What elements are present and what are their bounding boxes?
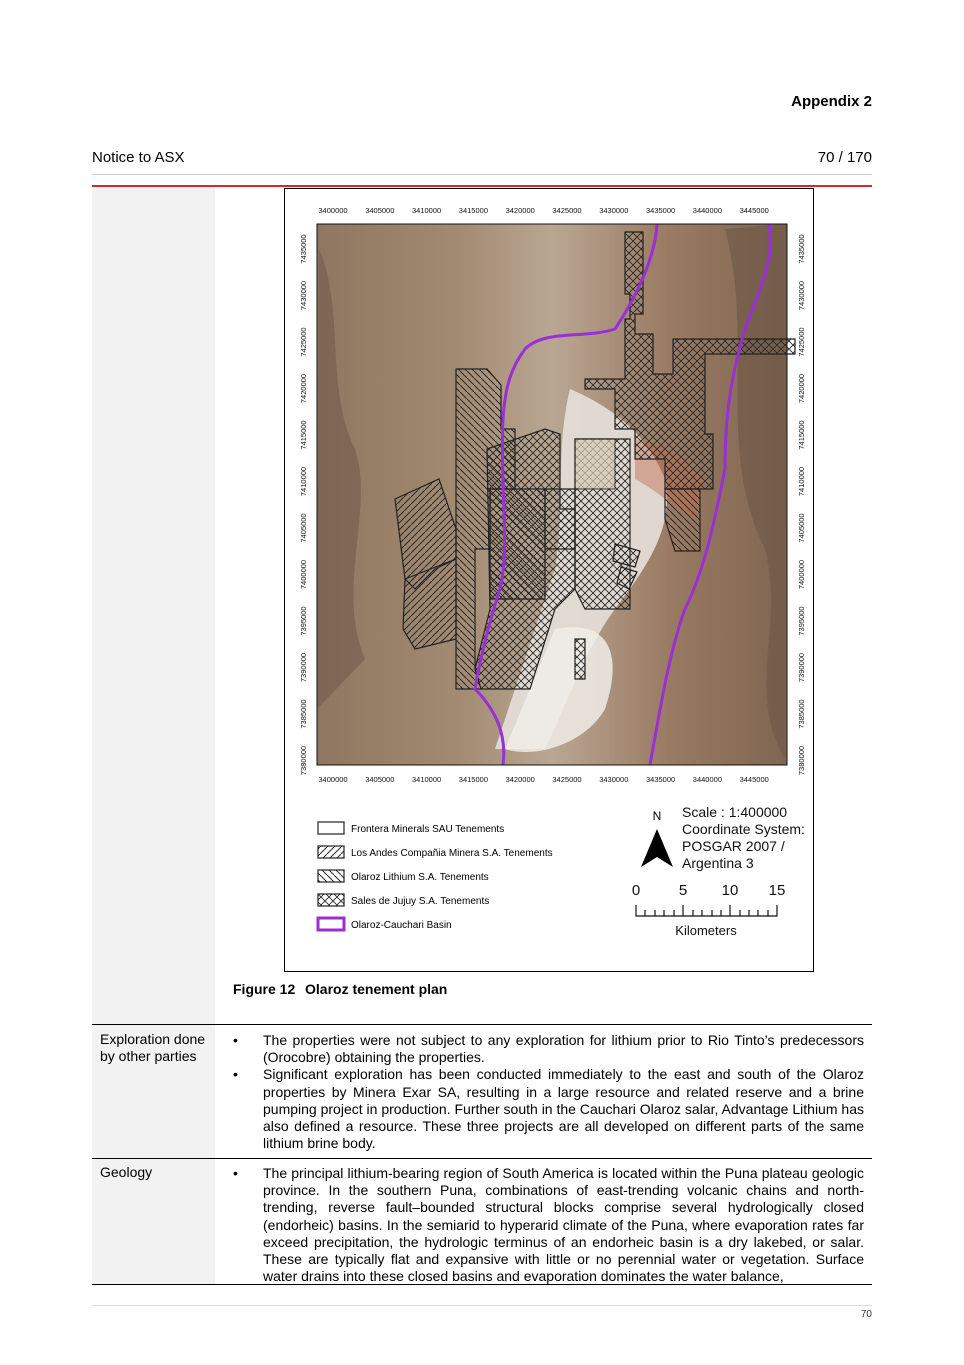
bullet-item: • The properties were not subject to any exploration for lithium prior to Rio Tinto’s predecessors (Orocobre) obtaining the properties.: [233, 1032, 864, 1066]
map-legend: [318, 822, 553, 931]
y-tick-label: 7435000: [299, 234, 308, 264]
y-tick-label: 7385000: [299, 699, 308, 729]
x-tick-label: 3430000: [599, 775, 629, 784]
north-label: N: [652, 809, 662, 823]
scale-bar: [632, 882, 786, 938]
scale-ratio: Scale : 1:400000: [682, 804, 788, 820]
y-tick-label: 7420000: [797, 373, 806, 404]
x-tick-label: 3445000: [739, 206, 769, 215]
figure-frame: [284, 188, 814, 972]
y-tick-label: 7415000: [797, 420, 806, 450]
y-tick-label: 7430000: [797, 280, 806, 311]
x-axis-bottom-labels: [318, 775, 768, 784]
scalebar-tick-5: 5: [678, 882, 688, 899]
scale-info: [682, 804, 805, 871]
y-tick-label: 7390000: [797, 652, 806, 683]
x-tick-label: 3420000: [505, 206, 535, 215]
y-tick-label: 7390000: [299, 652, 308, 683]
coordinate-system-label: Coordinate System:: [682, 821, 805, 837]
figure-number: Figure 12: [233, 981, 296, 997]
appendix-label: Appendix 2: [791, 93, 872, 110]
projection-label: Argentina 3: [682, 855, 754, 871]
y-tick-label: 7380000: [797, 745, 806, 776]
x-tick-label: 3425000: [552, 206, 582, 215]
x-tick-label: 3410000: [411, 206, 442, 215]
y-tick-label: 7400000: [299, 559, 308, 590]
y-tick-label: 7405000: [797, 513, 806, 543]
y-tick-label: 7395000: [299, 606, 308, 636]
y-tick-label: 7425000: [299, 327, 308, 357]
figure-title: Olaroz tenement plan: [305, 981, 448, 997]
header-title: Notice to ASX: [92, 149, 185, 166]
y-tick-label: 7385000: [797, 699, 806, 729]
figure-caption: [233, 981, 447, 997]
row-divider: [92, 1158, 872, 1159]
scalebar-tick-10: 10: [721, 882, 739, 899]
y-tick-label: 7435000: [797, 234, 806, 264]
legend-label-basin: Olaroz-Cauchari Basin: [351, 920, 452, 931]
y-tick-label: 7380000: [299, 745, 308, 776]
x-tick-label: 3405000: [365, 775, 395, 784]
scalebar-tick-0: 0: [631, 882, 641, 899]
legend-item-los-andes: [318, 846, 553, 859]
bullet-item: • The principal lithium-bearing region of South America is located within the Puna plateau geologic province. In the southern Puna, combinations of east-trending volcanic chains and north-trending, reverse fault–bounded structural blocks comprise several hydrologically closed (endorheic) basins. In the semiarid to hyperarid climate of the Puna, where evaporation rates far exceed precipitation, the hydrologic terminus of an endorheic basin is a dry lakebed, or salar. These are typically flat and expansive with little or no perennial water or vegetation. Surface water drains into these closed basins and evaporation dominates the water balance,: [233, 1165, 864, 1285]
page-number: 70: [860, 1309, 872, 1320]
x-tick-label: 3430000: [599, 206, 629, 215]
y-tick-label: 7415000: [299, 420, 308, 450]
legend-label-los-andes: Los Andes Compañia Minera S.A. Tenements: [351, 848, 553, 859]
x-tick-label: 3435000: [645, 775, 676, 784]
y-tick-label: 7420000: [299, 373, 308, 404]
x-tick-label: 3440000: [692, 206, 723, 215]
header-rule: [92, 174, 872, 175]
y-tick-label: 7410000: [299, 466, 308, 497]
legend-item-olaroz-lithium: [318, 870, 489, 883]
x-tick-label: 3410000: [411, 775, 442, 784]
row-divider: [92, 1284, 872, 1285]
legend-item-basin: [318, 918, 452, 931]
y-tick-label: 7400000: [797, 559, 806, 590]
x-tick-label: 3440000: [692, 775, 723, 784]
north-arrow: [641, 809, 673, 867]
y-tick-label: 7430000: [299, 280, 308, 311]
x-tick-label: 3445000: [739, 775, 769, 784]
north-arrow-icon: [641, 829, 673, 867]
label-column-background: [92, 187, 215, 1285]
legend-item-sales-de-jujuy: [318, 894, 489, 907]
x-tick-label: 3415000: [458, 206, 489, 215]
legend-item-frontera: [318, 822, 504, 835]
x-tick-label: 3400000: [318, 775, 348, 784]
x-tick-label: 3415000: [458, 775, 489, 784]
bullet-item: • Significant exploration has been conducted immediately to the east and south of the Olaroz properties by Minera Exar SA, resulting in a large resource and related reserve and a brine pumping project in production. Further south in the Cauchari Olaroz salar, Advantage Lithium has also defined a resource. These three projects are all developed on different parts of the same lithium brine body.: [233, 1066, 864, 1152]
x-tick-label: 3400000: [318, 206, 348, 215]
exploration-bullets: [233, 1032, 864, 1152]
row-label-geology: Geology: [100, 1164, 153, 1180]
x-tick-label: 3420000: [505, 775, 535, 784]
scalebar-unit: Kilometers: [675, 923, 737, 938]
x-tick-label: 3425000: [552, 775, 582, 784]
x-axis-top-labels: [318, 206, 768, 215]
legend-label-frontera: Frontera Minerals SAU Tenements: [351, 824, 505, 835]
y-tick-label: 7410000: [797, 466, 806, 497]
y-tick-label: 7405000: [299, 513, 308, 543]
x-tick-label: 3435000: [645, 206, 676, 215]
row-label-exploration: Exploration done by other parties: [100, 1031, 206, 1064]
scalebar-tick-15: 15: [768, 882, 786, 899]
tenement-map: [285, 189, 813, 971]
geology-bullets: [233, 1165, 864, 1285]
y-axis-right-labels: [797, 234, 806, 775]
legend-label-sales-de-jujuy: Sales de Jujuy S.A. Tenements: [351, 896, 490, 907]
datum-label: POSGAR 2007 /: [682, 838, 785, 854]
y-tick-label: 7395000: [797, 606, 806, 636]
y-axis-left-labels: [299, 234, 308, 775]
row-divider: [92, 1024, 872, 1025]
legend-label-olaroz-lithium: Olaroz Lithium S.A. Tenements: [351, 872, 489, 883]
y-tick-label: 7425000: [797, 327, 806, 357]
header-page-count: 70 / 170: [817, 149, 872, 166]
footer-rule: [92, 1305, 872, 1306]
x-tick-label: 3405000: [365, 206, 395, 215]
